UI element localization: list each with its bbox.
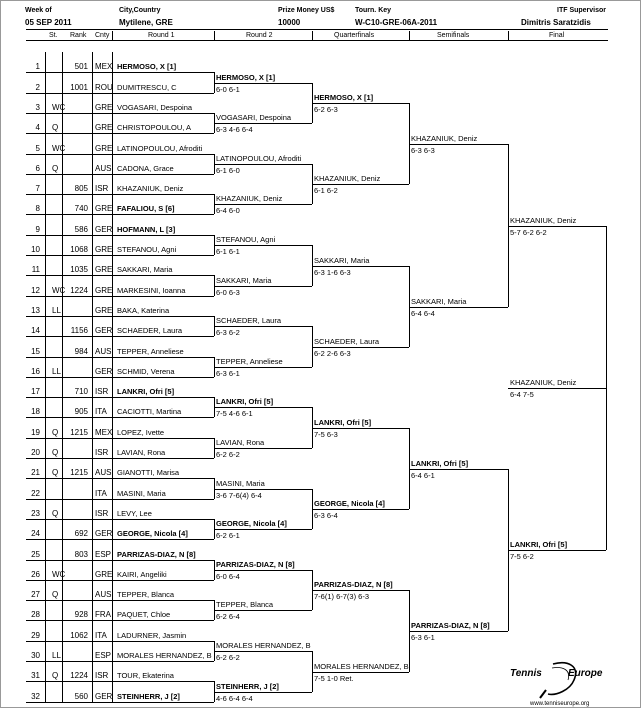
draw-position: 16 (31, 367, 40, 376)
match-score: 6-0 6-1 (216, 85, 240, 94)
country-code: GRE (95, 265, 113, 274)
col-rank: Rank (70, 32, 87, 39)
ranking: 984 (74, 347, 88, 356)
ranking: 692 (74, 529, 88, 538)
country-code: ISR (95, 387, 109, 396)
draw-position: 29 (31, 631, 40, 640)
player-name[interactable]: TEPPER, Blanca (117, 590, 175, 599)
match-score: 6-4 6-4 (411, 309, 435, 318)
player-name[interactable]: LANKRI, Ofri [5] (117, 387, 175, 396)
player-name[interactable]: SCHAEDER, Laura (117, 326, 183, 335)
seed-status: LL (52, 306, 61, 315)
tennis-europe-logo-icon (508, 660, 612, 700)
player-name[interactable]: VOGASARI, Despoina (117, 103, 193, 112)
seed-status: Q (52, 468, 59, 477)
ranking: 1062 (70, 631, 88, 640)
draw-row-line (26, 316, 214, 317)
winner-line (508, 226, 606, 227)
player-name[interactable]: LADURNER, Jasmin (117, 631, 187, 640)
column-rule (92, 52, 93, 702)
match-score: 6-3 6-1 (216, 369, 240, 378)
winner-line (214, 448, 312, 449)
match-score: 6-1 6-0 (216, 166, 240, 175)
match-score: 4-6 6-4 6-4 (216, 694, 253, 703)
ranking: 560 (74, 692, 88, 701)
seed-status: WC (52, 103, 66, 112)
draw-position: 21 (31, 468, 40, 477)
winner-name[interactable]: SAKKARI, Maria (411, 297, 467, 306)
country-code: GER (95, 326, 113, 335)
country-code: ITA (95, 489, 107, 498)
winner-line (214, 83, 312, 84)
col-round2: Round 2 (246, 32, 273, 39)
winner-name[interactable]: SAKKARI, Maria (314, 256, 370, 265)
draw-position: 20 (31, 448, 40, 457)
draw-position: 24 (31, 529, 40, 538)
ranking: 1224 (70, 671, 88, 680)
winner-name[interactable]: HERMOSO, X [1] (314, 93, 374, 102)
player-name[interactable]: GIANOTTI, Marisa (117, 468, 180, 477)
seed-status: LL (52, 367, 61, 376)
seed-status: Q (52, 428, 59, 437)
draw-row-line (26, 133, 214, 134)
draw-position: 28 (31, 610, 40, 619)
winner-line (409, 144, 508, 145)
winner-line (508, 550, 606, 551)
draw-row-line (26, 154, 214, 155)
draw-row-line (26, 478, 214, 479)
winner-line (214, 286, 312, 287)
winner-name[interactable]: KHAZANIUK, Deniz (411, 134, 478, 143)
country-code: MEX (95, 62, 113, 71)
match-score: 7-5 6-2 (510, 552, 534, 561)
country-code: GER (95, 367, 113, 376)
draw-row-line (26, 499, 214, 500)
country-code: ISR (95, 509, 109, 518)
country-code: GER (95, 692, 113, 701)
country-code: GRE (95, 286, 113, 295)
winner-name[interactable]: KHAZANIUK, Deniz (216, 194, 283, 203)
country-code: GRE (95, 306, 113, 315)
draw-position: 11 (31, 265, 40, 274)
country-code: GER (95, 225, 113, 234)
winner-line (214, 204, 312, 205)
draw-position: 3 (35, 103, 40, 112)
draw-row-line (26, 113, 214, 114)
winner-name[interactable]: MORALES HERNANDEZ, B (216, 641, 311, 650)
match-score: 6-3 1-6 6-3 (314, 268, 351, 277)
seed-status: Q (52, 448, 59, 457)
draw-row-line (26, 93, 214, 94)
winner-line (312, 590, 409, 591)
winner-name[interactable]: KHAZANIUK, Deniz (314, 174, 381, 183)
champion-line (508, 388, 606, 389)
match-score: 6-2 2-6 6-3 (314, 349, 351, 358)
match-score: 6-2 6-2 (216, 450, 240, 459)
seed-status: Q (52, 123, 59, 132)
winner-name[interactable]: VOGASARI, Despoina (216, 113, 292, 122)
col-round1: Round 1 (148, 32, 175, 39)
draw-row-line (26, 377, 214, 378)
player-name[interactable]: MASINI, Maria (117, 489, 166, 498)
header-divider (26, 29, 608, 30)
match-score: 5-7 6-2 6-2 (510, 228, 547, 237)
draw-position: 26 (31, 570, 40, 579)
ranking: 501 (74, 62, 88, 71)
draw-position: 18 (31, 407, 40, 416)
winner-name[interactable]: GEORGE, Nicola [4] (314, 499, 385, 508)
country-code: AUS (95, 590, 112, 599)
draw-row-line (26, 600, 214, 601)
country-code: GRE (95, 570, 113, 579)
ranking: 905 (74, 407, 88, 416)
column-rule (112, 52, 113, 702)
ranking: 1215 (70, 428, 88, 437)
ranking: 740 (74, 204, 88, 213)
champion-score: 6-4 7-5 (510, 390, 534, 399)
draw-position: 32 (31, 692, 40, 701)
winner-name[interactable]: GEORGE, Nicola [4] (216, 519, 287, 528)
player-name[interactable]: CHRISTOPOULOU, A (117, 123, 192, 132)
winner-line (214, 489, 312, 490)
winner-name[interactable]: LAVIAN, Rona (216, 438, 265, 447)
draw-row-line (26, 357, 214, 358)
country-code: GRE (95, 204, 113, 213)
country-code: GRE (95, 144, 113, 153)
ranking: 1224 (70, 286, 88, 295)
logo-text-tennis: Tennis (510, 668, 542, 679)
match-score: 6-3 6-2 (216, 328, 240, 337)
match-score: 6-1 6-2 (314, 186, 338, 195)
winner-name[interactable]: MASINI, Maria (216, 479, 265, 488)
winner-line (214, 692, 312, 693)
draw-row-line (26, 214, 214, 215)
ranking: 710 (74, 387, 88, 396)
country-code: ISR (95, 671, 109, 680)
draw-position: 6 (35, 164, 40, 173)
seed-status: WC (52, 286, 66, 295)
country-code: ITA (95, 631, 107, 640)
col-separator (312, 31, 313, 40)
draw-row-line (26, 702, 214, 703)
country-code: ITA (95, 407, 107, 416)
draw-row-line (26, 519, 214, 520)
draw-row-line (26, 681, 214, 682)
winner-name[interactable]: LANKRI, Ofri [5] (314, 418, 372, 427)
country-code: AUS (95, 347, 112, 356)
player-name[interactable]: STEFANOU, Agni (117, 245, 177, 254)
draw-position: 17 (31, 387, 40, 396)
draw-position: 8 (35, 204, 40, 213)
key-label: Tourn. Key (355, 7, 392, 14)
winner-line (214, 326, 312, 327)
player-name[interactable]: PARRIZAS-DIAZ, N [8] (117, 550, 196, 559)
seed-status: WC (52, 570, 66, 579)
winner-line (409, 469, 508, 470)
draw-row-line (26, 275, 214, 276)
country-code: ISR (95, 184, 109, 193)
winner-line (312, 266, 409, 267)
champion-name[interactable]: KHAZANIUK, Deniz (510, 378, 577, 387)
col-separator (508, 31, 509, 40)
player-name[interactable]: TEPPER, Anneliese (117, 347, 184, 356)
seed-status: Q (52, 164, 59, 173)
draw-row-line (26, 641, 214, 642)
winner-name[interactable]: PARRIZAS-DIAZ, N [8] (411, 621, 490, 630)
player-name[interactable]: HOFMANN, L [3] (117, 225, 176, 234)
city-value: Mytilene, GRE (119, 18, 173, 27)
player-name[interactable]: CACIOTTI, Martina (117, 407, 182, 416)
logo-url[interactable]: www.tenniseurope.org (530, 701, 590, 707)
match-score: 6-3 6-3 (411, 146, 435, 155)
draw-position: 12 (31, 286, 40, 295)
match-score: 3-6 7-6(4) 6-4 (216, 491, 262, 500)
winner-line (214, 245, 312, 246)
col-country: Cnty (95, 32, 110, 39)
draw-row-line (26, 397, 214, 398)
winner-name[interactable]: MORALES HERNANDEZ, B (314, 662, 409, 671)
country-code: ESP (95, 651, 112, 660)
player-name[interactable]: HERMOSO, X [1] (117, 62, 177, 71)
match-score: 7-5 1-0 Ret. (314, 674, 354, 683)
ranking: 1035 (70, 265, 88, 274)
draw-row-line (26, 661, 214, 662)
draw-row-line (26, 539, 214, 540)
match-score: 6-2 6-3 (314, 105, 338, 114)
country-code: ROU (95, 83, 113, 92)
match-score: 6-4 6-1 (411, 471, 435, 480)
winner-name[interactable]: KHAZANIUK, Deniz (510, 216, 577, 225)
col-seed-status: St. (49, 32, 58, 39)
match-score: 6-3 4-6 6-4 (216, 125, 253, 134)
column-rule (62, 52, 63, 702)
winner-name[interactable]: LANKRI, Ofri [5] (216, 397, 274, 406)
draw-row-line (26, 174, 214, 175)
winner-name[interactable]: SCHAEDER, Laura (216, 316, 282, 325)
draw-row-line (26, 560, 214, 561)
player-name[interactable]: KAIRI, Angeliki (117, 570, 167, 579)
winner-line (312, 347, 409, 348)
city-label: City,Country (119, 7, 161, 14)
draw-position: 9 (35, 225, 40, 234)
ranking: 1156 (70, 326, 88, 335)
winner-name[interactable]: PARRIZAS-DIAZ, N [8] (216, 560, 295, 569)
winner-line (409, 307, 508, 308)
seed-status: Q (52, 671, 59, 680)
player-name[interactable]: MARKESINI, Ioanna (117, 286, 186, 295)
country-code: ISR (95, 448, 109, 457)
supervisor-label: ITF Supervisor (557, 7, 607, 14)
draw-position: 4 (35, 123, 40, 132)
winner-line (214, 367, 312, 368)
country-code: GRE (95, 245, 113, 254)
winner-line (312, 428, 409, 429)
draw-position: 15 (31, 347, 40, 356)
col-separator (409, 31, 410, 40)
draw-row-line (26, 620, 214, 621)
col-separator (112, 31, 113, 40)
player-name[interactable]: LAVIAN, Rona (117, 448, 166, 457)
ranking: 803 (74, 550, 88, 559)
player-name[interactable]: GEORGE, Nicola [4] (117, 529, 188, 538)
match-score: 6-4 6-0 (216, 206, 240, 215)
winner-name[interactable]: LANKRI, Ofri [5] (510, 540, 568, 549)
seed-status: LL (52, 651, 61, 660)
match-score: 7-6(1) 6-7(3) 6-3 (314, 592, 370, 601)
player-name[interactable]: TOUR, Ekaterina (117, 671, 174, 680)
col-semifinals: Semifinals (437, 32, 470, 39)
winner-name[interactable]: LATINOPOULOU, Afroditi (216, 154, 302, 163)
match-score: 6-2 6-2 (216, 653, 240, 662)
winner-name[interactable]: SAKKARI, Maria (216, 276, 272, 285)
match-score: 6-2 6-4 (216, 612, 240, 621)
winner-name[interactable]: SCHAEDER, Laura (314, 337, 380, 346)
player-name[interactable]: LOPEZ, Ivette (117, 428, 165, 437)
match-score: 7-5 4-6 6-1 (216, 409, 253, 418)
ranking: 1068 (70, 245, 88, 254)
ranking: 805 (74, 184, 88, 193)
player-name[interactable]: PAQUET, Chloe (117, 610, 171, 619)
ranking: 586 (74, 225, 88, 234)
logo-text-europe: Europe (568, 668, 603, 679)
week-label: Week of (25, 7, 52, 14)
col-quarterfinals: Quarterfinals (334, 32, 375, 39)
ranking: 1215 (70, 468, 88, 477)
draw-row-line (26, 458, 214, 459)
winner-name[interactable]: PARRIZAS-DIAZ, N [8] (314, 580, 393, 589)
player-name[interactable]: LATINOPOULOU, Afroditi (117, 144, 203, 153)
country-code: GER (95, 529, 113, 538)
winner-line (214, 651, 312, 652)
match-score: 7-5 6-3 (314, 430, 338, 439)
col-final: Final (549, 32, 565, 39)
draw-row-line (26, 235, 214, 236)
winner-line (312, 184, 409, 185)
country-code: ESP (95, 550, 112, 559)
winner-line (214, 529, 312, 530)
ranking: 928 (74, 610, 88, 619)
draw-position: 7 (35, 184, 40, 193)
player-name[interactable]: STEINHERR, J [2] (117, 692, 180, 701)
prize-value: 10000 (278, 18, 301, 27)
match-score: 6-0 6-4 (216, 572, 240, 581)
tennis-europe-logo (508, 660, 612, 700)
draw-position: 31 (31, 671, 40, 680)
winner-name[interactable]: TEPPER, Anneliese (216, 357, 283, 366)
draw-position: 10 (31, 245, 40, 254)
player-name[interactable]: MORALES HERNANDEZ, B (117, 651, 212, 660)
draw-row-line (26, 417, 214, 418)
winner-line (214, 570, 312, 571)
winner-name[interactable]: TEPPER, Blanca (216, 600, 274, 609)
seed-status: Q (52, 590, 59, 599)
match-score: 6-3 6-1 (411, 633, 435, 642)
winner-line (409, 631, 508, 632)
player-name[interactable]: SAKKARI, Maria (117, 265, 173, 274)
ranking: 1001 (70, 83, 88, 92)
winner-line (214, 164, 312, 165)
country-code: MEX (95, 428, 113, 437)
player-name[interactable]: BAKA, Katerina (117, 306, 170, 315)
draw-position: 22 (31, 489, 40, 498)
player-name[interactable]: SCHMID, Verena (117, 367, 175, 376)
match-score: 6-0 6-3 (216, 288, 240, 297)
prize-label: Prize Money US$ (278, 7, 335, 14)
seed-status: Q (52, 509, 59, 518)
draw-row-line (26, 296, 214, 297)
col-separator (214, 31, 215, 40)
player-name[interactable]: DUMITRESCU, C (117, 83, 177, 92)
match-score: 6-2 6-1 (216, 531, 240, 540)
match-score: 6-1 6-1 (216, 247, 240, 256)
winner-line (312, 672, 409, 673)
winner-line (214, 123, 312, 124)
draw-position: 23 (31, 509, 40, 518)
country-code: AUS (95, 164, 112, 173)
winner-name[interactable]: HERMOSO, X [1] (216, 73, 276, 82)
country-code: GRE (95, 123, 113, 132)
winner-name[interactable]: LANKRI, Ofri [5] (411, 459, 469, 468)
draw-position: 14 (31, 326, 40, 335)
tournament-key-value: W-C10-GRE-06A-2011 (355, 18, 438, 27)
bracket-connector (606, 226, 607, 550)
country-code: GRE (95, 103, 113, 112)
draw-position: 13 (31, 306, 40, 315)
draw-position: 30 (31, 651, 40, 660)
player-name[interactable]: CADONA, Grace (117, 164, 174, 173)
column-header-divider (26, 40, 608, 41)
column-rule (45, 52, 46, 702)
draw-position: 1 (35, 62, 40, 71)
match-score: 6-3 6-4 (314, 511, 338, 520)
player-name[interactable]: KHAZANIUK, Deniz (117, 184, 184, 193)
draw-position: 27 (31, 590, 40, 599)
player-name[interactable]: FAFALIOU, S [6] (117, 204, 175, 213)
seed-status: WC (52, 144, 66, 153)
draw-position: 25 (31, 550, 40, 559)
week-value: 05 SEP 2011 (25, 18, 72, 27)
player-name[interactable]: LEVY, Lee (117, 509, 152, 518)
draw-position: 2 (35, 83, 40, 92)
draw-row-line (26, 72, 214, 73)
country-code: AUS (95, 468, 112, 477)
draw-row-line (26, 580, 214, 581)
draw-position: 19 (31, 428, 40, 437)
winner-line (214, 610, 312, 611)
supervisor-value: Dimitris Saratzidis (521, 18, 591, 27)
country-code: FRA (95, 610, 111, 619)
draw-row-line (26, 438, 214, 439)
winner-name[interactable]: STEFANOU, Agni (216, 235, 276, 244)
winner-line (312, 103, 409, 104)
winner-line (214, 407, 312, 408)
draw-row-line (26, 336, 214, 337)
draw-position: 5 (35, 144, 40, 153)
winner-line (312, 509, 409, 510)
draw-row-line (26, 194, 214, 195)
winner-name[interactable]: STEINHERR, J [2] (216, 682, 279, 691)
draw-row-line (26, 255, 214, 256)
